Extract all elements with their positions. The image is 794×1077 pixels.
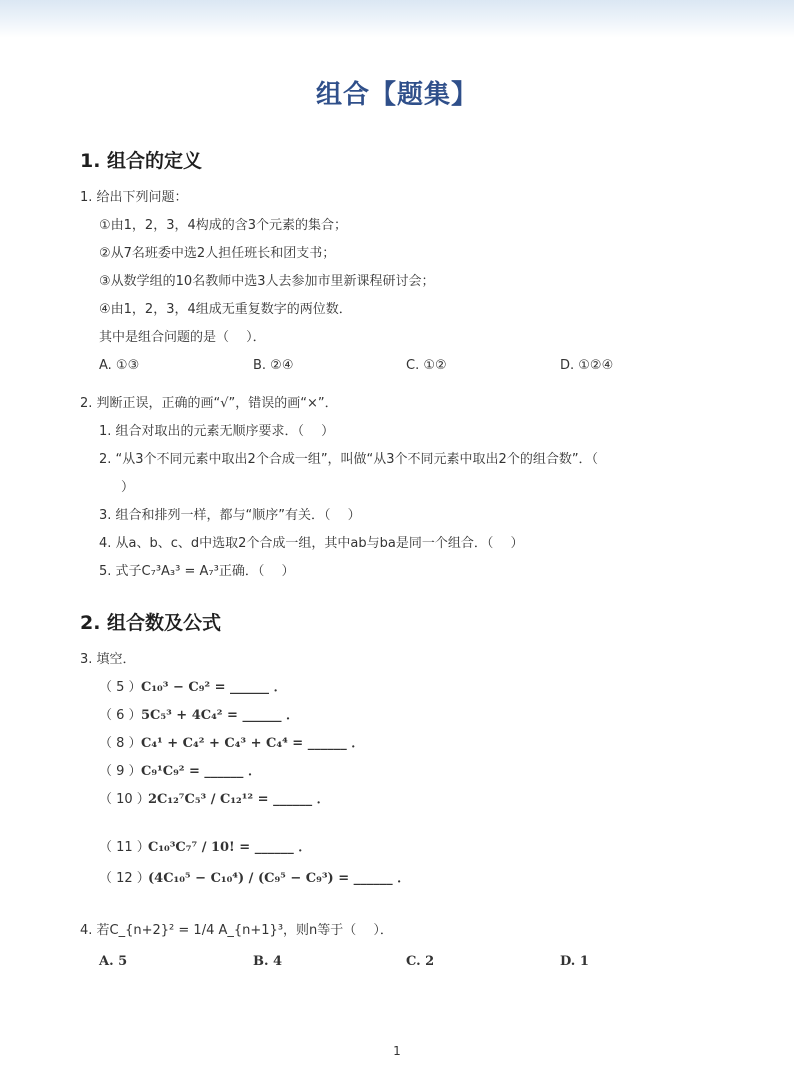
q1-item: ④由1，2，3，4组成无重复数字的两位数． [99, 302, 352, 317]
q1-ask: 其中是组合问题的是（ ）． [99, 330, 266, 345]
q4-option-b: B. 4 [253, 954, 283, 969]
q3-expression: C₄¹ + C₄² + C₄³ + C₄⁴ = ______ ． [141, 736, 365, 751]
q2-stem: 2. 判断正误，正确的画“√”，错误的画“×”． [80, 396, 338, 411]
q2-item-continuation: ） [121, 480, 135, 495]
q3-expression: C₁₀³C₇⁷ / 10! = ______ ． [148, 840, 312, 855]
q2-item: 1. 组合对取出的元素无顺序要求．（ ） [99, 424, 335, 439]
q3-label: （ 10 ） [99, 792, 150, 807]
q1-item: ②从7名班委中选2人担任班长和团支书； [99, 246, 336, 261]
q3-label: （ 11 ） [99, 840, 150, 855]
page-number: 1 [393, 1044, 401, 1058]
section-heading-1: 1. 组合的定义 [80, 150, 203, 172]
q2-item: 5. 式子C₇³A₃³ = A₇³正确．（ ） [99, 564, 295, 579]
q1-option-c: C. ①② [406, 358, 447, 373]
q4-option-a: A. 5 [99, 954, 128, 969]
q3-expression: C₁₀³ − C₉² = ______ ． [141, 680, 287, 695]
q3-expression: 5C₅³ + 4C₄² = ______ ． [141, 708, 299, 723]
q3-expression: (4C₁₀⁵ − C₁₀⁴) / (C₉⁵ − C₉³) = ______ ． [148, 871, 411, 886]
header-band [0, 0, 794, 38]
q2-item: 4. 从a、b、c、d中选取2个合成一组，其中ab与ba是同一个组合．（ ） [99, 536, 524, 551]
q2-item: 3. 组合和排列一样，都与“顺序”有关．（ ） [99, 508, 361, 523]
q4-option-d: D. 1 [560, 954, 589, 969]
q3-label: （ 6 ） [99, 708, 142, 723]
q3-label: （ 8 ） [99, 736, 142, 751]
q3-label: （ 12 ） [99, 871, 150, 886]
q4-option-c: C. 2 [406, 954, 435, 969]
q3-expression: C₉¹C₉² = ______ ． [141, 764, 261, 779]
page-title: 组合【题集】 [315, 80, 478, 110]
q3-label: （ 9 ） [99, 764, 142, 779]
q1-item: ③从数学组的10名教师中选3人去参加市里新课程研讨会； [99, 274, 435, 289]
q2-item: 2. “从3个不同元素中取出2个合成一组”，叫做“从3个不同元素中取出2个的组合数”．（ [99, 452, 599, 467]
q3-stem: 3. 填空． [80, 652, 136, 667]
q1-option-b: B. ②④ [253, 358, 294, 373]
section-heading-2: 2. 组合数及公式 [80, 612, 222, 634]
q1-stem: 1. 给出下列问题： [80, 190, 188, 205]
q1-option-d: D. ①②④ [560, 358, 614, 373]
q1-option-a: A. ①③ [99, 358, 140, 373]
q1-item: ①由1，2，3，4构成的含3个元素的集合； [99, 218, 348, 233]
q3-label: （ 5 ） [99, 680, 142, 695]
q3-expression: 2C₁₂⁷C₅³ / C₁₂¹² = ______ ． [148, 792, 330, 807]
q4-stem: 4. 若C_{n+2}² = 1/4 A_{n+1}³，则n等于（ ）． [80, 923, 393, 938]
